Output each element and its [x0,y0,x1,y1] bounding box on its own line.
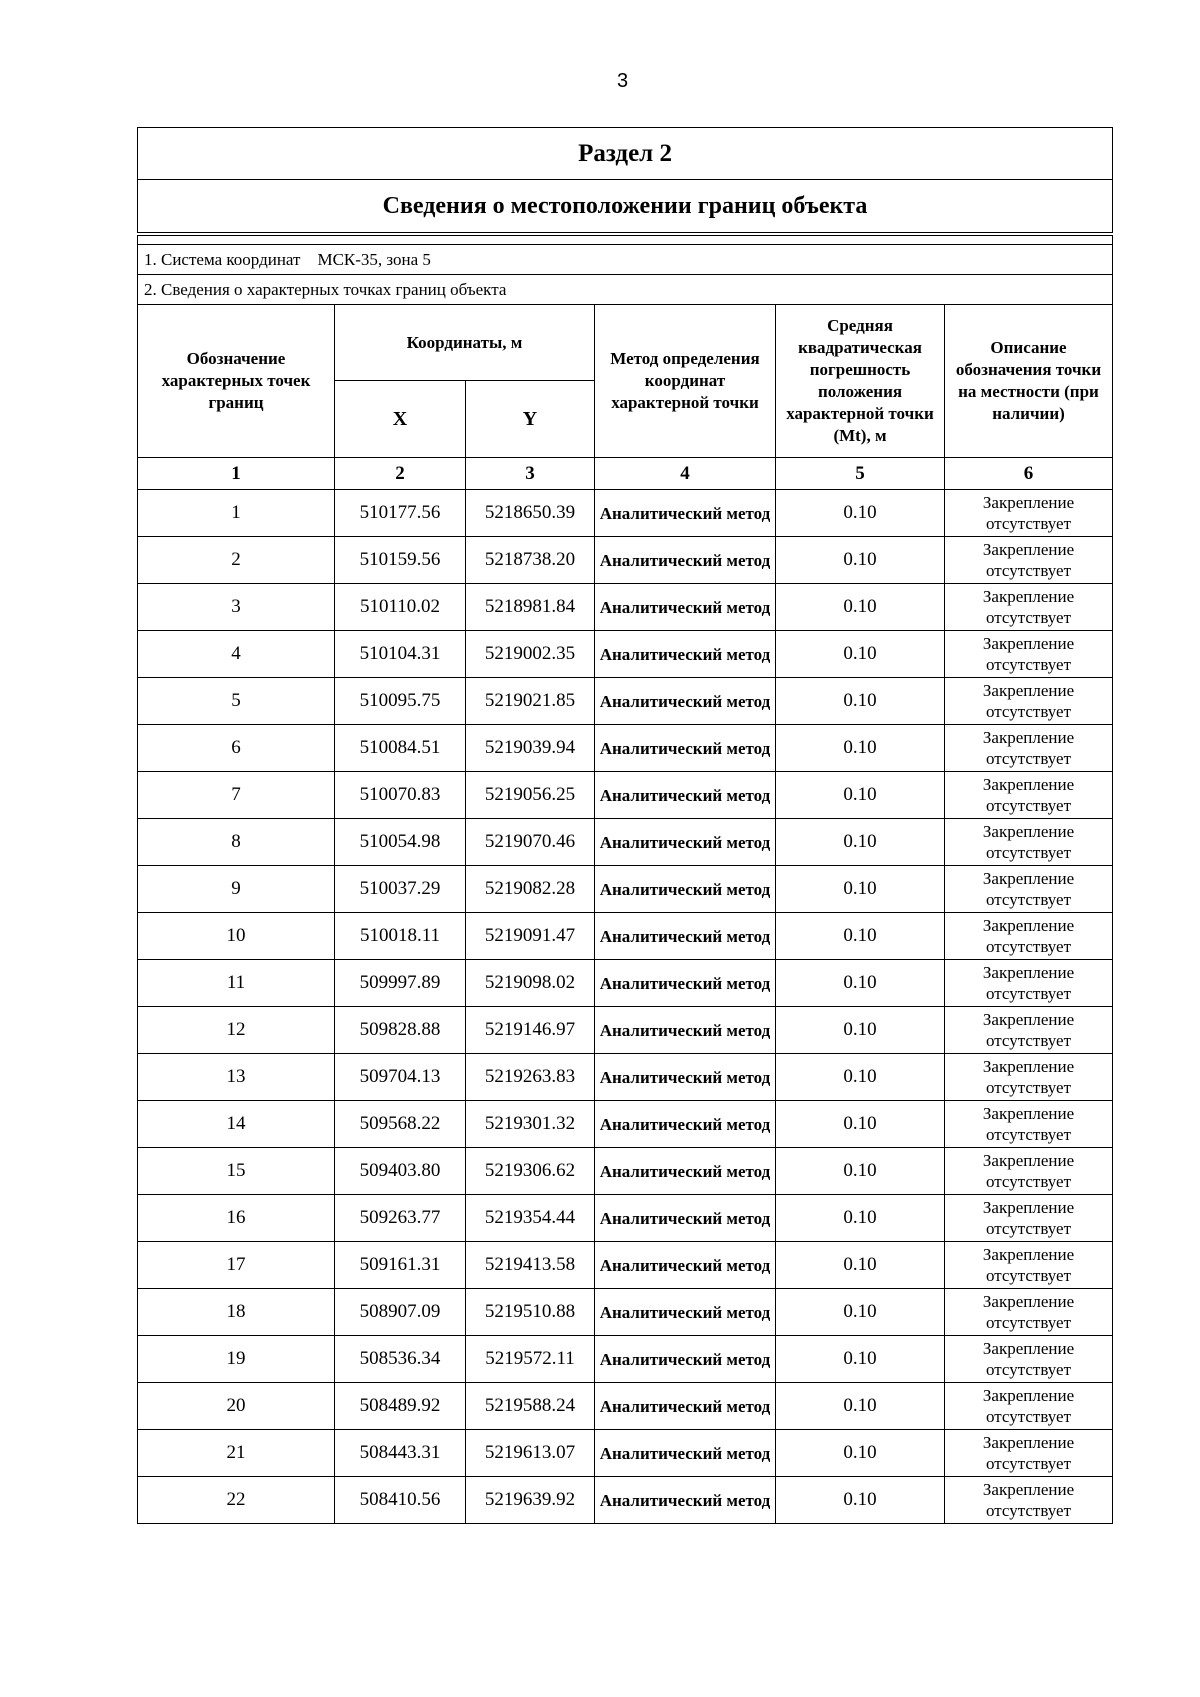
point-id-cell: 13 [138,1054,335,1101]
x-coordinate-cell: 510070.83 [335,772,466,819]
method-cell: Аналитический метод [595,537,776,584]
point-id-cell: 2 [138,537,335,584]
point-id-cell: 3 [138,584,335,631]
x-coordinate-cell: 510095.75 [335,678,466,725]
section-subtitle: Сведения о местоположении границ объекта [138,180,1113,235]
y-coordinate-cell: 5218738.20 [466,537,595,584]
method-cell: Аналитический метод [595,584,776,631]
point-id-cell: 15 [138,1148,335,1195]
table-row [138,1383,1113,1430]
method-cell: Аналитический метод [595,913,776,960]
description-cell: Закрепление отсутствует [945,725,1113,772]
x-coordinate-cell: 510018.11 [335,913,466,960]
table-row [138,819,1113,866]
error-cell: 0.10 [776,819,945,866]
description-cell: Закрепление отсутствует [945,631,1113,678]
description-cell: Закрепление отсутствует [945,1054,1113,1101]
point-id-cell: 22 [138,1477,335,1524]
error-cell: 0.10 [776,1383,945,1430]
x-coordinate-cell: 509568.22 [335,1101,466,1148]
point-id-cell: 9 [138,866,335,913]
error-cell: 0.10 [776,1195,945,1242]
error-cell: 0.10 [776,678,945,725]
header-coordinates: Координаты, м [335,305,595,381]
column-numbers-row [138,458,1113,490]
boundary-points-table [137,127,1113,1524]
method-cell: Аналитический метод [595,1148,776,1195]
table-row [138,678,1113,725]
method-cell: Аналитический метод [595,960,776,1007]
description-cell: Закрепление отсутствует [945,1101,1113,1148]
method-cell: Аналитический метод [595,1477,776,1524]
point-id-cell: 1 [138,490,335,537]
method-cell: Аналитический метод [595,1007,776,1054]
method-cell: Аналитический метод [595,1430,776,1477]
y-coordinate-cell: 5219263.83 [466,1054,595,1101]
coord-system-cell [138,245,1113,275]
x-coordinate-cell: 509161.31 [335,1242,466,1289]
page-number: 3 [616,70,629,92]
y-coordinate-cell: 5219639.92 [466,1477,595,1524]
error-cell: 0.10 [776,866,945,913]
error-cell: 0.10 [776,584,945,631]
coord-system-value: МСК-35, зона 5 [317,249,431,269]
point-id-cell: 17 [138,1242,335,1289]
method-cell: Аналитический метод [595,1195,776,1242]
table-row [138,584,1113,631]
description-cell: Закрепление отсутствует [945,1148,1113,1195]
error-cell: 0.10 [776,1336,945,1383]
x-coordinate-cell: 509828.88 [335,1007,466,1054]
error-cell: 0.10 [776,1242,945,1289]
header-row-top [138,305,1113,381]
y-coordinate-cell: 5219039.94 [466,725,595,772]
method-cell: Аналитический метод [595,678,776,725]
description-cell: Закрепление отсутствует [945,819,1113,866]
method-cell: Аналитический метод [595,819,776,866]
method-cell: Аналитический метод [595,725,776,772]
point-id-cell: 5 [138,678,335,725]
table-row [138,1336,1113,1383]
point-id-cell: 12 [138,1007,335,1054]
x-coordinate-cell: 510054.98 [335,819,466,866]
y-coordinate-cell: 5218981.84 [466,584,595,631]
description-cell: Закрепление отсутствует [945,1336,1113,1383]
column-number: 1 [138,458,335,490]
points-heading: 2. Сведения о характерных точках границ объекта [138,275,1113,305]
description-cell: Закрепление отсутствует [945,1430,1113,1477]
header-y: Y [466,381,595,458]
column-number: 3 [466,458,595,490]
method-cell: Аналитический метод [595,1383,776,1430]
x-coordinate-cell: 510110.02 [335,584,466,631]
description-cell: Закрепление отсутствует [945,490,1113,537]
y-coordinate-cell: 5219301.32 [466,1101,595,1148]
error-cell: 0.10 [776,1148,945,1195]
header-description: Описание обозначения точки на местности (при наличии) [945,305,1113,458]
method-cell: Аналитический метод [595,1289,776,1336]
error-cell: 0.10 [776,1289,945,1336]
y-coordinate-cell: 5219146.97 [466,1007,595,1054]
table-row [138,1101,1113,1148]
error-cell: 0.10 [776,960,945,1007]
header-method: Метод определения координат характерной точки [595,305,776,458]
table-row [138,1430,1113,1477]
point-id-cell: 10 [138,913,335,960]
column-number: 6 [945,458,1113,490]
error-cell: 0.10 [776,631,945,678]
points-heading-row [138,275,1113,305]
method-cell: Аналитический метод [595,1054,776,1101]
header-designation: Обозначение характерных точек границ [138,305,335,458]
error-cell: 0.10 [776,537,945,584]
table-row [138,1289,1113,1336]
y-coordinate-cell: 5219091.47 [466,913,595,960]
method-cell: Аналитический метод [595,1242,776,1289]
x-coordinate-cell: 509997.89 [335,960,466,1007]
point-id-cell: 21 [138,1430,335,1477]
table-row [138,960,1113,1007]
x-coordinate-cell: 508443.31 [335,1430,466,1477]
description-cell: Закрепление отсутствует [945,960,1113,1007]
y-coordinate-cell: 5219510.88 [466,1289,595,1336]
x-coordinate-cell: 508907.09 [335,1289,466,1336]
method-cell: Аналитический метод [595,772,776,819]
table-row [138,725,1113,772]
coord-system-label: 1. Система координат [144,249,301,269]
table-row [138,1195,1113,1242]
table-row [138,1148,1113,1195]
point-id-cell: 4 [138,631,335,678]
error-cell: 0.10 [776,1054,945,1101]
method-cell: Аналитический метод [595,631,776,678]
description-cell: Закрепление отсутствует [945,772,1113,819]
point-id-cell: 20 [138,1383,335,1430]
method-cell: Аналитический метод [595,490,776,537]
error-cell: 0.10 [776,913,945,960]
y-coordinate-cell: 5219572.11 [466,1336,595,1383]
description-cell: Закрепление отсутствует [945,1289,1113,1336]
description-cell: Закрепление отсутствует [945,1195,1113,1242]
error-cell: 0.10 [776,1477,945,1524]
x-coordinate-cell: 508410.56 [335,1477,466,1524]
y-coordinate-cell: 5219588.24 [466,1383,595,1430]
description-cell: Закрепление отсутствует [945,866,1113,913]
description-cell: Закрепление отсутствует [945,1242,1113,1289]
y-coordinate-cell: 5219613.07 [466,1430,595,1477]
y-coordinate-cell: 5219413.58 [466,1242,595,1289]
table-row [138,490,1113,537]
y-coordinate-cell: 5219002.35 [466,631,595,678]
point-id-cell: 11 [138,960,335,1007]
section-subtitle-row [138,180,1113,235]
table-row [138,1477,1113,1524]
x-coordinate-cell: 510084.51 [335,725,466,772]
x-coordinate-cell: 508489.92 [335,1383,466,1430]
method-cell: Аналитический метод [595,866,776,913]
x-coordinate-cell: 508536.34 [335,1336,466,1383]
method-cell: Аналитический метод [595,1101,776,1148]
x-coordinate-cell: 509263.77 [335,1195,466,1242]
method-cell: Аналитический метод [595,1336,776,1383]
y-coordinate-cell: 5219070.46 [466,819,595,866]
section-title: Раздел 2 [138,128,1113,180]
y-coordinate-cell: 5219056.25 [466,772,595,819]
table-row [138,1054,1113,1101]
table-row [138,1242,1113,1289]
y-coordinate-cell: 5218650.39 [466,490,595,537]
description-cell: Закрепление отсутствует [945,1007,1113,1054]
point-id-cell: 14 [138,1101,335,1148]
y-coordinate-cell: 5219098.02 [466,960,595,1007]
table-row [138,1007,1113,1054]
coord-system-row [138,245,1113,275]
x-coordinate-cell: 510159.56 [335,537,466,584]
point-id-cell: 16 [138,1195,335,1242]
table-row [138,866,1113,913]
x-coordinate-cell: 510104.31 [335,631,466,678]
description-cell: Закрепление отсутствует [945,1383,1113,1430]
point-id-cell: 18 [138,1289,335,1336]
error-cell: 0.10 [776,1430,945,1477]
error-cell: 0.10 [776,1007,945,1054]
y-coordinate-cell: 5219354.44 [466,1195,595,1242]
description-cell: Закрепление отсутствует [945,584,1113,631]
point-id-cell: 19 [138,1336,335,1383]
column-number: 5 [776,458,945,490]
table-row [138,913,1113,960]
point-id-cell: 6 [138,725,335,772]
error-cell: 0.10 [776,1101,945,1148]
point-id-cell: 8 [138,819,335,866]
error-cell: 0.10 [776,490,945,537]
column-number: 4 [595,458,776,490]
y-coordinate-cell: 5219306.62 [466,1148,595,1195]
table-row [138,631,1113,678]
header-error: Средняя квадратическая погрешность положения характерной точки (Mt), м [776,305,945,458]
spacer-row [138,234,1113,245]
x-coordinate-cell: 509704.13 [335,1054,466,1101]
y-coordinate-cell: 5219082.28 [466,866,595,913]
table-row [138,537,1113,584]
column-number: 2 [335,458,466,490]
error-cell: 0.10 [776,725,945,772]
x-coordinate-cell: 509403.80 [335,1148,466,1195]
description-cell: Закрепление отсутствует [945,537,1113,584]
table-row [138,772,1113,819]
y-coordinate-cell: 5219021.85 [466,678,595,725]
description-cell: Закрепление отсутствует [945,1477,1113,1524]
error-cell: 0.10 [776,772,945,819]
description-cell: Закрепление отсутствует [945,913,1113,960]
point-id-cell: 7 [138,772,335,819]
header-x: X [335,381,466,458]
x-coordinate-cell: 510037.29 [335,866,466,913]
description-cell: Закрепление отсутствует [945,678,1113,725]
section-title-row [138,128,1113,180]
x-coordinate-cell: 510177.56 [335,490,466,537]
